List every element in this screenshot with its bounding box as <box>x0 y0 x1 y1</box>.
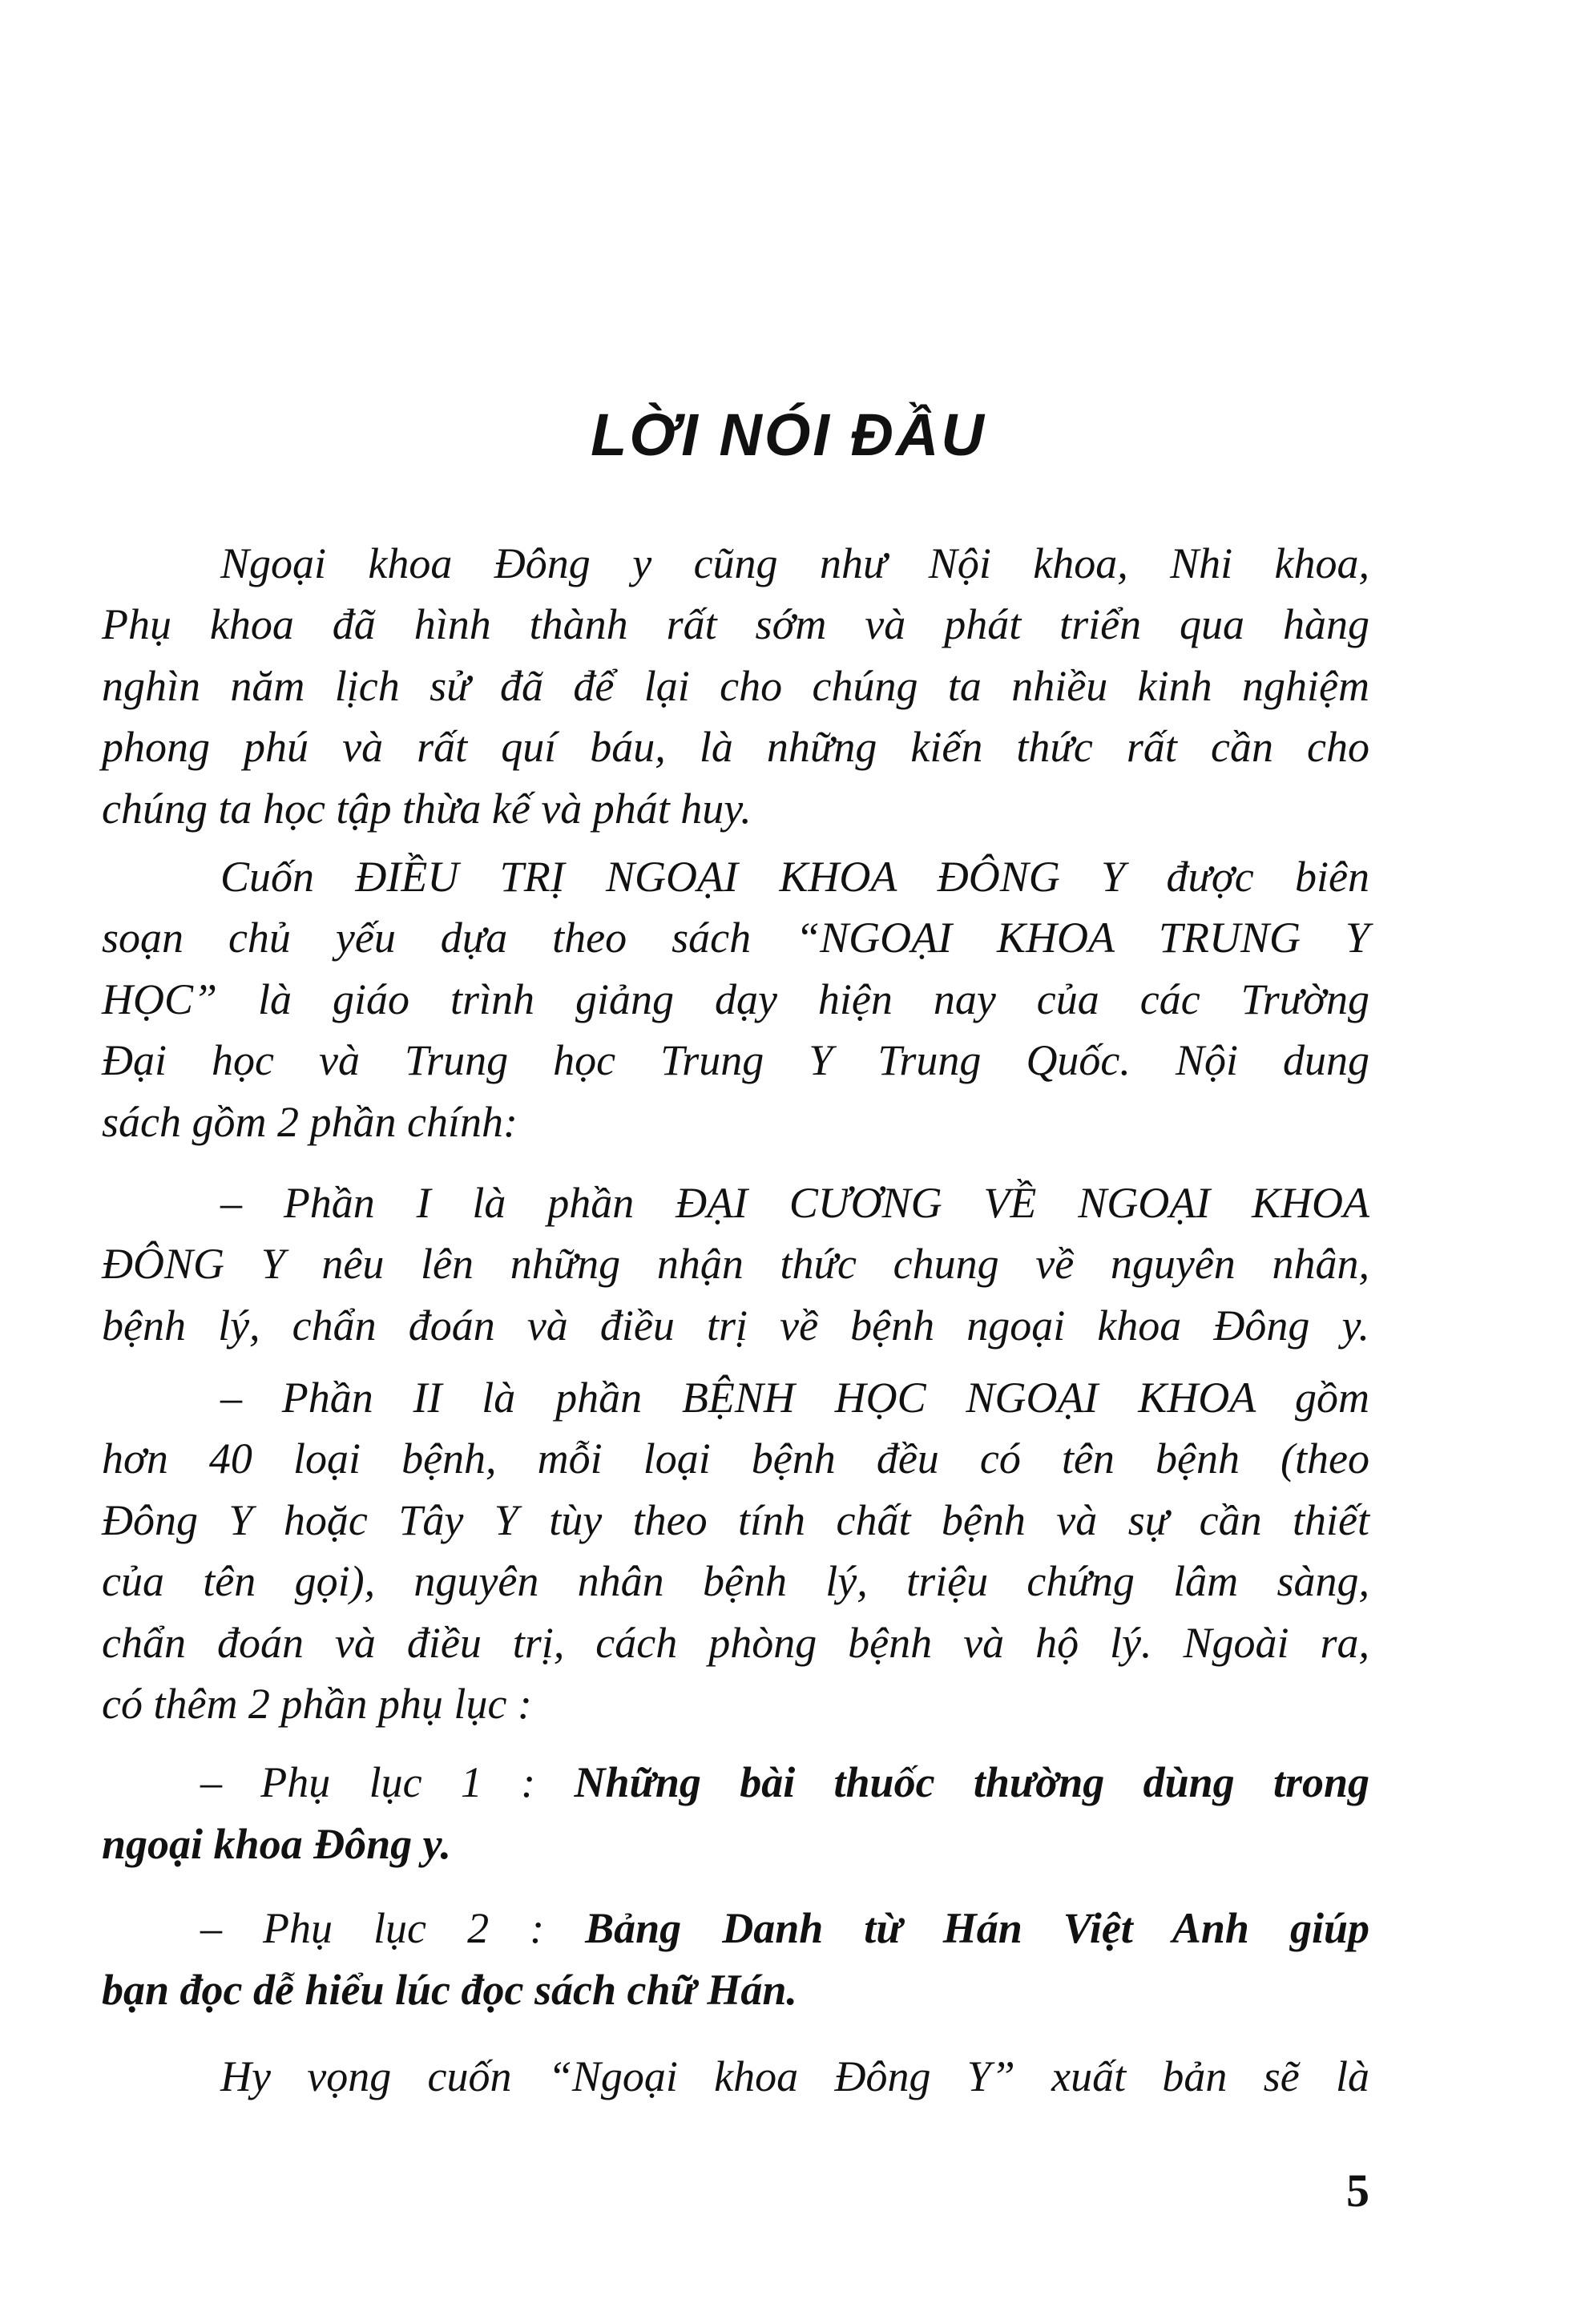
text-line <box>102 1814 1369 1874</box>
text-line <box>102 907 1369 968</box>
text-line <box>102 1551 1369 1612</box>
text-line <box>102 533 1369 594</box>
text: ĐÔNG Y nêu lên những nhận thức chung về nguyên nhân, <box>102 1240 1369 1289</box>
text-line <box>102 1295 1369 1356</box>
text: phong phú và rất quí báu, là những kiến thức rất cần cho <box>102 723 1369 772</box>
text: hơn 40 loại bệnh, mỗi loại bệnh đều có tên bệnh (theo <box>102 1434 1369 1483</box>
text-line <box>102 656 1369 716</box>
bold-text: bạn đọc dễ hiểu lúc đọc sách chữ Hán. <box>102 1965 797 2014</box>
text-line <box>102 1959 1369 2020</box>
text: soạn chủ yếu dựa theo sách “NGOẠI KHOA TRUNG Y <box>102 914 1369 962</box>
text: Cuốn ĐIỀU TRỊ NGOẠI KHOA ĐÔNG Y được biên <box>220 852 1369 901</box>
text-line <box>102 1172 1369 1233</box>
text-line <box>102 594 1369 655</box>
bold-text: Những bài thuốc thường dùng trong <box>574 1758 1369 1807</box>
bold-text: Bảng Danh từ Hán Việt Anh giúp <box>585 1904 1369 1953</box>
text: chúng ta học tập thừa kế và phát huy. <box>102 784 752 833</box>
text-line <box>102 969 1369 1030</box>
text: chẩn đoán và điều trị, cách phòng bệnh và hộ lý. Ngoài ra, <box>102 1618 1369 1667</box>
paragraph <box>102 1172 1369 1356</box>
text-line <box>102 1752 1369 1813</box>
text-line <box>102 1233 1369 1294</box>
text-line <box>102 1367 1369 1428</box>
paragraph <box>102 1898 1369 2020</box>
text-line <box>102 1673 1369 1734</box>
page-title: LỜI NÓI ĐẦU <box>591 401 986 468</box>
bold-text: ngoại khoa Đông y. <box>102 1819 452 1868</box>
text: Đông Y hoặc Tây Y tùy theo tính chất bệnh và sự cần thiết <box>102 1495 1369 1544</box>
text-line <box>102 1490 1369 1551</box>
text: – Phần II là phần BỆNH HỌC NGOẠI KHOA gồm <box>220 1374 1369 1422</box>
text: nghìn năm lịch sử đã để lại cho chúng ta nhiều kinh nghiệm <box>102 661 1369 710</box>
paragraph <box>102 1752 1369 1874</box>
text: HỌC” là giáo trình giảng dạy hiện nay của các Trường <box>102 974 1369 1023</box>
text: sách gồm 2 phần chính: <box>102 1097 518 1146</box>
preface-body <box>102 533 1369 2107</box>
paragraph <box>102 846 1369 1152</box>
text: – Phụ lục 2 : <box>200 1904 586 1953</box>
text: Ngoại khoa Đông y cũng như Nội khoa, Nhi khoa, <box>220 539 1369 587</box>
text-line <box>102 1428 1369 1489</box>
paragraph <box>102 1367 1369 1734</box>
text-line <box>102 1091 1369 1152</box>
text-line <box>102 778 1369 839</box>
text: Đại học và Trung học Trung Y Trung Quốc. Nội dung <box>102 1036 1369 1085</box>
text-line <box>102 716 1369 777</box>
page-number: 5 <box>1346 2165 1369 2217</box>
text-line <box>102 846 1369 907</box>
text-line <box>102 2046 1369 2107</box>
text-line <box>102 1612 1369 1673</box>
text: bệnh lý, chẩn đoán và điều trị về bệnh ngoại khoa Đông y. <box>102 1301 1369 1350</box>
text: Hy vọng cuốn “Ngoại khoa Đông Y” xuất bản sẽ là <box>220 2052 1369 2100</box>
text-line <box>102 1030 1369 1091</box>
text: có thêm 2 phần phụ lục : <box>102 1680 532 1729</box>
text: – Phụ lục 1 : <box>200 1758 575 1807</box>
text-line <box>102 1898 1369 1959</box>
paragraph <box>102 2046 1369 2107</box>
text: – Phần I là phần ĐẠI CƯƠNG VỀ NGOẠI KHOA <box>220 1178 1369 1227</box>
text: của tên gọi), nguyên nhân bệnh lý, triệu chứng lâm sàng, <box>102 1557 1369 1606</box>
text: Phụ khoa đã hình thành rất sớm và phát triển qua hàng <box>102 600 1369 649</box>
paragraph <box>102 533 1369 839</box>
